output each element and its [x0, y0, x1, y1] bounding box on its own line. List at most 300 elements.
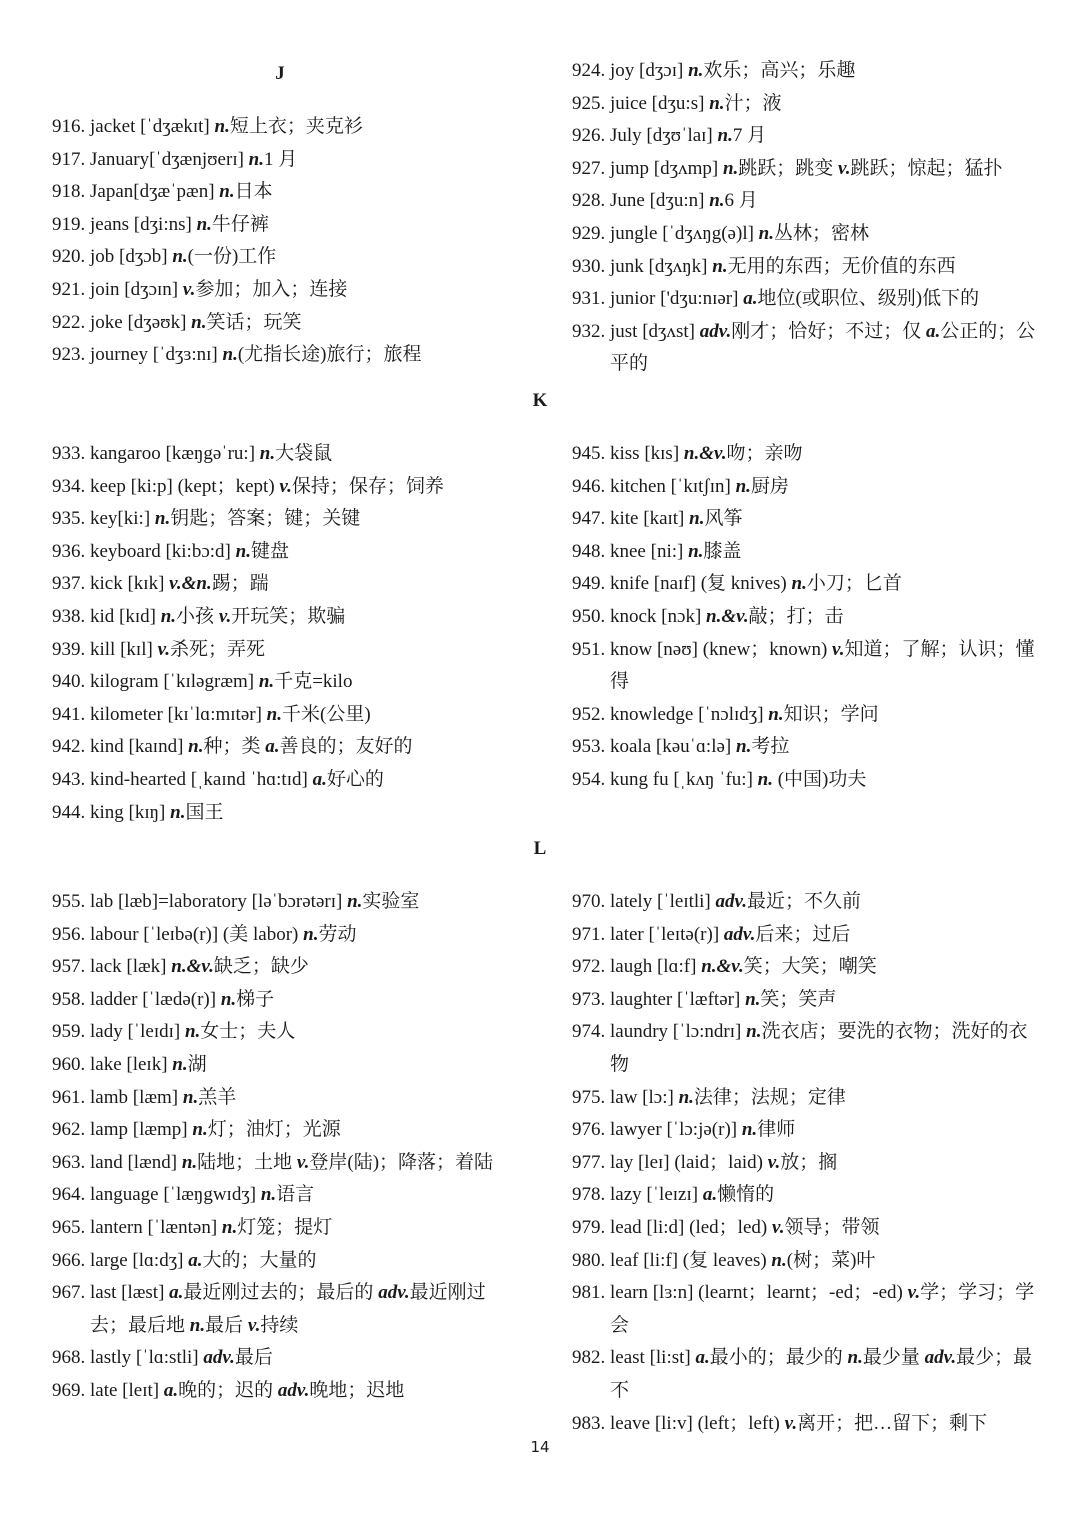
part-of-speech: a.	[312, 768, 327, 790]
entry-text: lawyer [ˈlɔ:jə(r)]	[610, 1119, 742, 1141]
entry-text: 湖	[187, 1053, 207, 1075]
part-of-speech: n.	[688, 60, 704, 81]
part-of-speech: n.	[746, 1021, 762, 1043]
vocab-entry	[52, 951, 522, 984]
entry-text: kite [kaɪt]	[610, 508, 690, 530]
part-of-speech: n.	[768, 703, 784, 725]
entry-text: 千克=kilo	[274, 671, 353, 693]
part-of-speech: v.	[247, 1314, 261, 1336]
entry-number: 966.	[52, 1249, 86, 1271]
part-of-speech: n.	[248, 148, 264, 170]
entry-column-left	[52, 438, 522, 829]
entry-text: 持续	[260, 1314, 299, 1336]
entry-text: lately [ˈleɪtli]	[610, 891, 716, 912]
part-of-speech: n.	[160, 605, 177, 627]
entry-number: 937.	[52, 573, 86, 595]
entry-text: jungle [ˈdʒʌŋg(ə)l]	[610, 222, 759, 244]
entry-text: 键盘	[250, 540, 289, 562]
vocab-entry	[572, 120, 1042, 153]
entry-text: junior ['dʒu:nɪər]	[610, 288, 744, 310]
entry-text: know [nəʊ] (knew；known)	[610, 638, 833, 660]
entry-text: lady [ˈleɪdɪ]	[90, 1021, 185, 1043]
vocab-entry	[52, 144, 522, 177]
entry-text: 晚的；迟的	[178, 1379, 278, 1401]
vocab-entry	[52, 666, 522, 699]
part-of-speech: n.	[678, 1086, 694, 1108]
vocab-entry	[572, 1212, 1042, 1245]
vocab-entry	[572, 919, 1042, 952]
vocab-entry	[572, 764, 1042, 797]
entry-text: 日本	[234, 181, 273, 203]
entry-number: 967.	[52, 1282, 86, 1304]
entry-text: just [dʒʌst]	[610, 320, 700, 342]
vocab-entry	[572, 984, 1042, 1017]
part-of-speech: n.	[771, 1249, 787, 1271]
entry-text: 懒惰的	[717, 1184, 775, 1206]
part-of-speech: adv.	[699, 320, 732, 342]
vocab-entry	[52, 797, 522, 830]
part-of-speech: n.	[303, 923, 319, 945]
entry-text: 7 月	[732, 125, 767, 147]
entry-number: 962.	[52, 1119, 86, 1141]
entry-text: laughter [ˈlæftər]	[610, 988, 746, 1010]
section-heading-l: L	[533, 838, 547, 859]
entry-text: lastly [ˈlɑ:stli]	[90, 1347, 204, 1369]
entry-text: (树；菜)叶	[786, 1249, 876, 1271]
entry-text: kilogram [ˈkɪləgræm]	[90, 671, 259, 693]
entry-text: knowledge [ˈnɔlɪdʒ]	[610, 703, 769, 725]
entry-number: 969.	[52, 1379, 86, 1401]
part-of-speech: n.	[258, 671, 275, 693]
entry-text: 敲；打；击	[748, 605, 844, 627]
vocab-entry	[572, 88, 1042, 121]
entry-number: 961.	[52, 1086, 86, 1108]
vocab-entry	[52, 1179, 522, 1212]
entry-number: 945.	[572, 443, 606, 464]
entry-text: law [lɔ:]	[610, 1086, 679, 1108]
part-of-speech: n.	[745, 988, 761, 1010]
entry-number: 942.	[52, 736, 86, 758]
vocab-entry	[52, 1114, 522, 1147]
entry-number: 980.	[572, 1249, 606, 1271]
entry-text: 考拉	[751, 736, 790, 758]
part-of-speech: n.	[266, 703, 282, 725]
entry-text: 保持；保存；饲养	[291, 475, 444, 497]
entry-text: 汁；液	[724, 92, 782, 114]
entry-number: 952.	[572, 703, 606, 725]
entry-text: 好心的	[326, 768, 384, 790]
part-of-speech: n.	[757, 768, 773, 790]
vocab-entry	[572, 1277, 1042, 1342]
part-of-speech: n.	[847, 1347, 863, 1369]
vocab-entry	[52, 307, 522, 340]
entry-number: 927.	[572, 157, 606, 179]
vocab-entry	[572, 283, 1042, 316]
entry-number: 944.	[52, 801, 86, 823]
section-heading-j: J	[275, 63, 285, 84]
part-of-speech: n.	[758, 222, 774, 244]
part-of-speech: n.	[709, 92, 725, 114]
entry-number: 982.	[572, 1347, 606, 1369]
part-of-speech: n.&v.	[706, 605, 749, 627]
vocab-entry	[52, 1082, 522, 1115]
entry-text: 离开；把…留下；剩下	[797, 1412, 988, 1434]
part-of-speech: n.	[219, 181, 235, 203]
entry-text: 洗衣店；要洗的衣物；洗好的衣物	[610, 1021, 1028, 1075]
entry-number: 957.	[52, 956, 86, 978]
entry-text: 千米(公里)	[282, 703, 371, 725]
vocab-entry	[572, 218, 1042, 251]
entry-text: koala [kəuˈɑ:lə]	[610, 736, 736, 758]
entry-text: kitchen [ˈkɪtʃɪn]	[610, 475, 736, 497]
entry-text: key[ki:]	[90, 508, 155, 530]
entry-text: kind-hearted [ˌkaɪnd ˈhɑ:tɪd]	[90, 768, 313, 790]
vocab-entry	[572, 471, 1042, 504]
entry-text: 吻；亲吻	[726, 443, 803, 464]
entry-number: 983.	[572, 1412, 606, 1434]
part-of-speech: n.&v.	[701, 956, 744, 978]
vocab-entry	[52, 1016, 522, 1049]
part-of-speech: v.	[907, 1282, 921, 1304]
entry-text: jacket [ˈdʒækɪt]	[90, 116, 215, 137]
entry-number: 941.	[52, 703, 86, 725]
vocab-entry	[52, 209, 522, 242]
part-of-speech: n.	[689, 508, 705, 530]
entry-text: 法律；法规；定律	[693, 1086, 846, 1108]
vocab-entry	[52, 274, 522, 307]
part-of-speech: a.	[188, 1249, 203, 1271]
entry-number: 936.	[52, 540, 86, 562]
entry-text: 笑；笑声	[760, 988, 837, 1010]
entry-text: 语言	[276, 1184, 315, 1206]
vocab-entry	[572, 1016, 1042, 1081]
entry-text: 种；类	[203, 736, 266, 758]
entry-text: (中国)功夫	[772, 768, 867, 790]
entry-text: 参加；加入；连接	[195, 278, 348, 300]
part-of-speech: n.	[191, 311, 207, 333]
vocab-entry	[572, 731, 1042, 764]
part-of-speech: a.	[925, 320, 941, 342]
vocab-entry	[572, 951, 1042, 984]
entry-number: 948.	[572, 540, 606, 562]
entry-number: 963.	[52, 1151, 86, 1173]
vocab-entry	[52, 764, 522, 797]
part-of-speech: n.	[220, 988, 237, 1010]
entry-text: 最近刚过去的；最后的	[183, 1282, 379, 1304]
vocab-entry	[572, 536, 1042, 569]
entry-text: 最后	[205, 1314, 248, 1336]
entry-text: laundry [ˈlɔ:ndrɪ]	[610, 1021, 747, 1043]
entry-number: 950.	[572, 605, 606, 627]
part-of-speech: n.	[188, 736, 204, 758]
entry-text: 最近刚过去；最后地	[90, 1282, 486, 1336]
vocab-entry	[572, 1082, 1042, 1115]
entry-text: 最小的；最少的	[709, 1347, 848, 1369]
entry-text: 放；搁	[780, 1151, 838, 1173]
part-of-speech: n.	[154, 508, 171, 530]
entry-text: lazy [ˈleɪzɪ]	[610, 1184, 703, 1206]
entry-number: 949.	[572, 573, 606, 595]
entry-text: 登岸(陆)；降落；着陆	[309, 1151, 494, 1173]
part-of-speech: adv.	[277, 1379, 310, 1401]
entry-number: 973.	[572, 988, 606, 1010]
part-of-speech: v.	[838, 157, 851, 179]
entry-number: 965.	[52, 1216, 86, 1238]
entry-number: 916.	[52, 116, 86, 137]
vocab-entry	[572, 185, 1042, 218]
part-of-speech: v.	[182, 278, 196, 300]
part-of-speech: adv.	[924, 1347, 957, 1369]
entry-column-right	[572, 886, 1042, 1440]
entry-text: kid [kɪd]	[90, 605, 161, 627]
part-of-speech: v.	[157, 638, 171, 660]
vocab-entry	[52, 1245, 522, 1278]
entry-text: 律师	[757, 1119, 796, 1141]
entry-text: 公正的；公平的	[610, 320, 1036, 375]
part-of-speech: a.	[695, 1347, 710, 1369]
entry-number: 960.	[52, 1053, 86, 1075]
entry-text: 后来；过后	[755, 923, 851, 945]
entry-text: 小孩	[176, 605, 219, 627]
vocab-entry	[572, 634, 1042, 699]
entry-text: 灯；油灯；光源	[207, 1119, 341, 1141]
entry-text: 短上衣；夹克衫	[229, 116, 363, 137]
vocab-entry	[52, 731, 522, 764]
part-of-speech: a.	[163, 1379, 179, 1401]
part-of-speech: n.	[182, 1086, 199, 1108]
part-of-speech: n.	[192, 1119, 208, 1141]
vocab-entry	[572, 153, 1042, 186]
entry-number: 923.	[52, 344, 86, 366]
entry-text: 欢乐；高兴；乐趣	[703, 60, 856, 81]
entry-text: 学；学习；学会	[610, 1282, 1035, 1336]
part-of-speech: n.	[260, 1184, 277, 1206]
entry-number: 919.	[52, 213, 86, 235]
vocab-entry	[52, 1375, 522, 1408]
entry-number: 930.	[572, 255, 606, 277]
entry-text: 开玩笑；欺骗	[231, 605, 346, 627]
entry-text: lack [læk]	[90, 956, 172, 978]
entry-text: least [li:st]	[610, 1347, 696, 1369]
entry-number: 938.	[52, 605, 86, 627]
part-of-speech: n.	[709, 190, 725, 212]
entry-number: 924.	[572, 60, 606, 81]
entry-text: 知道；了解；认识；懂得	[610, 638, 1035, 693]
entry-text: 晚地；迟地	[309, 1379, 405, 1401]
entry-text: kick [kɪk]	[90, 573, 170, 595]
section-heading-k: K	[532, 390, 548, 411]
entry-text: later [ˈleɪtə(r)]	[610, 923, 724, 945]
vocab-entry	[52, 1147, 522, 1180]
entry-text: land [lænd]	[90, 1151, 182, 1173]
part-of-speech: adv.	[378, 1282, 410, 1304]
part-of-speech: a.	[265, 736, 280, 758]
vocab-entry	[52, 1212, 522, 1245]
entry-text: 领导；带领	[784, 1216, 880, 1238]
entry-text: 跳跃；跳变	[738, 157, 839, 179]
entry-column-right	[572, 55, 1042, 381]
entry-text: (一份)工作	[187, 246, 277, 268]
vocab-entry	[572, 601, 1042, 634]
part-of-speech: n.	[222, 344, 238, 366]
entry-text: July [dʒʊˈlaɪ]	[610, 125, 718, 147]
vocab-entry	[572, 1408, 1042, 1441]
entry-text: junk [dʒʌŋk]	[610, 255, 713, 277]
part-of-speech: v.	[218, 605, 232, 627]
entry-text: 陆地；土地	[197, 1151, 297, 1173]
entry-number: 975.	[572, 1086, 606, 1108]
entry-text: 笑；大笑；嘲笑	[743, 956, 877, 978]
entry-number: 979.	[572, 1216, 606, 1238]
entry-text: leaf [li:f] (复 leaves)	[610, 1249, 772, 1271]
entry-text: lab [læb]=laboratory [ləˈbɔrətərɪ]	[90, 891, 348, 912]
entry-text: 刚才；恰好；不过；仅	[731, 320, 926, 342]
vocab-entry	[52, 919, 522, 952]
entry-text: learn [lɜ:n] (learnt；learnt；-ed；-ed)	[610, 1282, 908, 1304]
entry-text: 牛仔裤	[211, 213, 269, 235]
entry-text: 实验室	[362, 891, 420, 912]
entry-text: 知识；学问	[783, 703, 879, 725]
entry-text: 国王	[185, 801, 224, 823]
vocab-entry	[52, 601, 522, 634]
vocab-entry	[52, 438, 522, 471]
entry-number: 946.	[572, 475, 606, 497]
part-of-speech: adv.	[715, 891, 747, 912]
entry-text: 最少量	[862, 1347, 925, 1369]
entry-number: 917.	[52, 148, 86, 170]
entry-text: language [ˈlæŋgwɪdʒ]	[90, 1184, 261, 1206]
entry-text: kiss [kɪs]	[610, 443, 684, 464]
part-of-speech: adv.	[723, 923, 756, 945]
entry-text: lake [leɪk]	[90, 1053, 173, 1075]
entry-text: lead [li:d] (led；led)	[610, 1216, 772, 1238]
vocab-entry	[52, 1277, 522, 1342]
entry-text: keep [ki:p] (kept；kept)	[90, 475, 280, 497]
part-of-speech: n.	[170, 801, 186, 823]
entry-number: 981.	[572, 1282, 606, 1304]
entry-number: 934.	[52, 475, 86, 497]
entry-number: 926.	[572, 125, 606, 147]
vocab-entry	[52, 1049, 522, 1082]
entry-number: 978.	[572, 1184, 606, 1206]
vocab-entry	[52, 536, 522, 569]
part-of-speech: a.	[169, 1282, 184, 1304]
part-of-speech: v.&n.	[169, 573, 212, 595]
part-of-speech: n.	[688, 540, 704, 562]
part-of-speech: v.	[767, 1151, 781, 1173]
entry-text: 杀死；弄死	[170, 638, 266, 660]
entry-number: 976.	[572, 1119, 606, 1141]
entry-text: knee [ni:]	[610, 540, 689, 562]
entry-text: joke [dʒəʊk]	[90, 311, 192, 333]
entry-number: 935.	[52, 508, 86, 530]
entry-text: 地位(或职位、级别)低下的	[757, 288, 980, 310]
vocab-entry	[572, 438, 1042, 471]
entry-number: 974.	[572, 1021, 606, 1043]
part-of-speech: n.	[736, 736, 752, 758]
entry-text: 跳跃；惊起；猛扑	[850, 157, 1003, 179]
entry-text: jeans [dʒi:ns]	[90, 213, 197, 235]
part-of-speech: n.	[717, 125, 733, 147]
entry-text: Japan[dʒæˈpæn]	[90, 181, 220, 203]
vocab-entry	[572, 1114, 1042, 1147]
entry-text: lamp [læmp]	[90, 1119, 193, 1141]
entry-text: 梯子	[236, 988, 275, 1010]
vocab-entry	[572, 1147, 1042, 1180]
entry-text: 善良的；友好的	[279, 736, 413, 758]
part-of-speech: n.	[189, 1314, 206, 1336]
entry-number: 947.	[572, 508, 606, 530]
part-of-speech: a.	[743, 288, 758, 310]
part-of-speech: a.	[702, 1184, 718, 1206]
entry-text: jump [dʒʌmp]	[610, 157, 723, 179]
entry-number: 920.	[52, 246, 86, 268]
part-of-speech: n.&v.	[683, 443, 727, 464]
part-of-speech: n.	[235, 540, 251, 562]
entry-number: 959.	[52, 1021, 86, 1043]
entry-text: leave [li:v] (left；left)	[610, 1412, 785, 1434]
entry-text: 踢；踹	[211, 573, 269, 595]
entry-text: keyboard [ki:bɔ:d]	[90, 540, 236, 562]
entry-text: late [leɪt]	[90, 1379, 164, 1401]
entry-number: 953.	[572, 736, 606, 758]
entry-text: lantern [ˈlæntən]	[90, 1216, 222, 1238]
part-of-speech: n.	[181, 1151, 198, 1173]
entry-text: labour [ˈleɪbə(r)] (美 labor)	[90, 923, 304, 945]
vocab-entry	[52, 886, 522, 919]
entry-text: 最近；不久前	[747, 891, 862, 912]
entry-text: 羔羊	[198, 1086, 237, 1108]
entry-text: 大的；大量的	[202, 1249, 317, 1271]
entry-text: 膝盖	[703, 540, 742, 562]
vocab-entry	[52, 699, 522, 732]
entry-number: 971.	[572, 923, 606, 945]
entry-number: 931.	[572, 288, 606, 310]
vocab-entry	[52, 241, 522, 274]
entry-text: 灯笼；提灯	[237, 1216, 333, 1238]
entry-text: king [kɪŋ]	[90, 801, 171, 823]
entry-number: 932.	[572, 320, 606, 342]
part-of-speech: v.	[771, 1216, 785, 1238]
part-of-speech: n.	[791, 573, 807, 595]
part-of-speech: n.	[221, 1216, 238, 1238]
part-of-speech: n.	[735, 475, 751, 497]
vocab-entry	[572, 699, 1042, 732]
entry-text: kilometer [kɪˈlɑ:mɪtər]	[90, 703, 267, 725]
part-of-speech: n.	[712, 255, 728, 277]
entry-text: juice [dʒu:s]	[610, 92, 710, 114]
part-of-speech: n.	[196, 213, 212, 235]
vocab-entry	[572, 886, 1042, 919]
vocab-entry	[572, 1245, 1042, 1278]
entry-text: knock [nɔk]	[610, 605, 707, 627]
part-of-speech: n.	[172, 246, 188, 268]
entry-text: lamb [læm]	[90, 1086, 183, 1108]
part-of-speech: n.	[741, 1119, 758, 1141]
vocab-entry	[572, 568, 1042, 601]
entry-text: 1 月	[264, 148, 298, 170]
vocab-entry	[52, 1342, 522, 1375]
vocab-entry	[52, 176, 522, 209]
entry-number: 928.	[572, 190, 606, 212]
entry-number: 943.	[52, 768, 86, 790]
part-of-speech: n.	[184, 1021, 201, 1043]
entry-text: job [dʒɔb]	[90, 246, 173, 268]
entry-number: 921.	[52, 278, 86, 300]
entry-text: 最后	[234, 1347, 273, 1369]
vocab-entry	[52, 339, 522, 372]
entry-number: 968.	[52, 1347, 86, 1369]
